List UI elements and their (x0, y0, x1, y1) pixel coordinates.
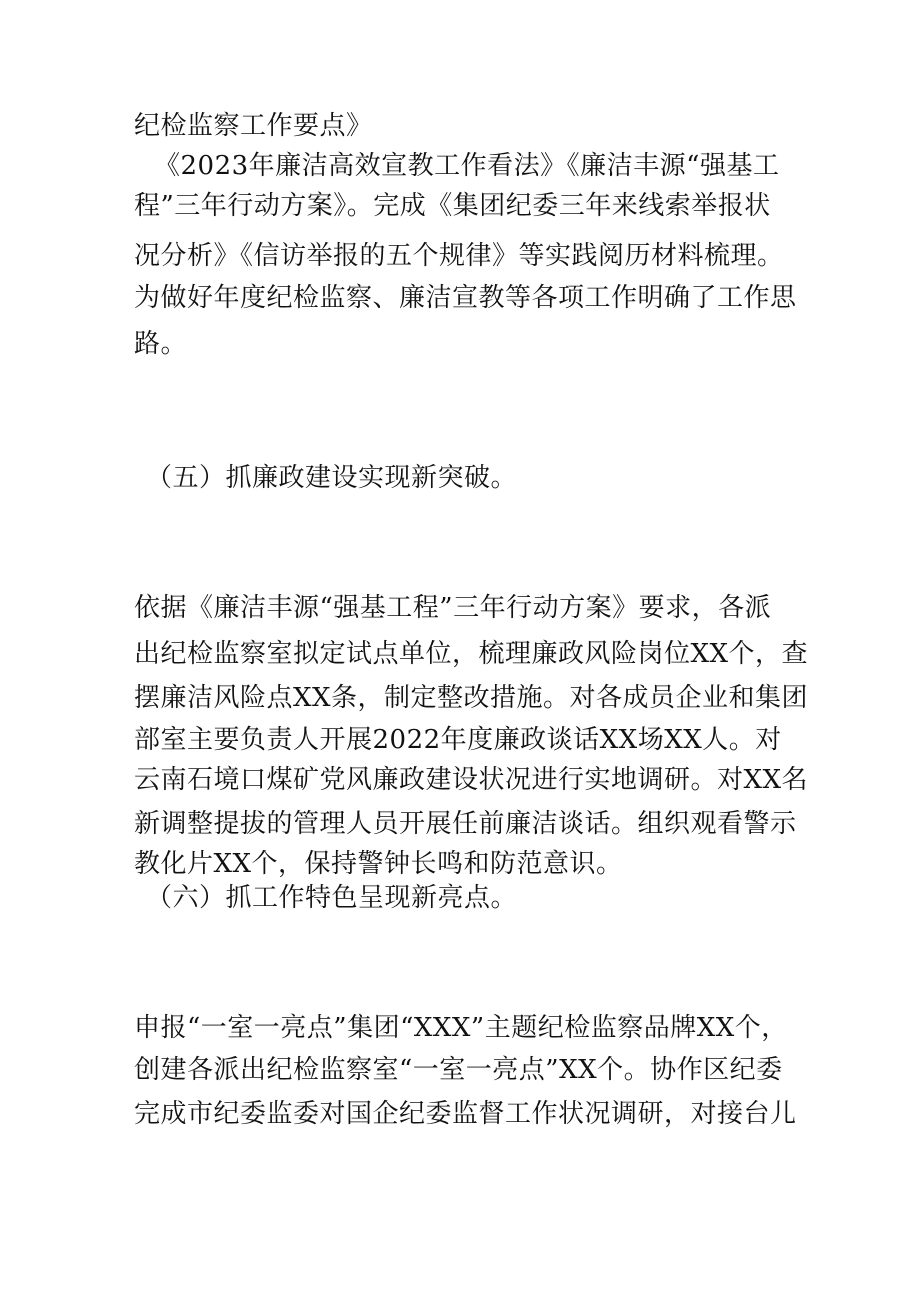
paragraph-line: 部室主要负责人开展2022年度廉政谈话XX场XX人。对 (134, 725, 782, 755)
paragraph-line: 《2023年廉洁高效宣教工作看法》《廉洁丰源“强基工 (154, 151, 780, 181)
paragraph-line: 路。 (134, 329, 188, 359)
paragraph-line: 教化片XX个，保持警钟长鸣和防范意识。 (134, 849, 623, 879)
paragraph-line: 云南石境口煤矿党风廉政建设状况进行实地调研。对XX名 (134, 765, 809, 795)
paragraph-line: 程”三年行动方案》。完成《集团纪委三年来线索举报状 (134, 191, 771, 221)
section-heading: （六）抓工作特色呈现新亮点。 (146, 883, 518, 913)
paragraph-line: 为做好年度纪检监察、廉洁宣教等各项工作明确了工作思 (134, 283, 797, 313)
paragraph-line: 创建各派出纪检监察室“一室一亮点”XX个。协作区纪委 (134, 1055, 783, 1085)
paragraph-line: 纪检监察工作要点》 (134, 111, 373, 141)
paragraph-line: 况分析》《信访举报的五个规律》等实践阅历材料梳理。 (134, 241, 784, 271)
paragraph-line: 新调整提拔的管理人员开展任前廉洁谈话。组织观看警示 (134, 809, 797, 839)
paragraph-line: 依据《廉洁丰源“强基工程”三年行动方案》要求，各派 (134, 593, 772, 623)
paragraph-line: 摆廉洁风险点XX条，制定整改措施。对各成员企业和集团 (134, 683, 809, 713)
paragraph-line: 出纪检监察室拟定试点单位，梳理廉政风险岗位XX个，查 (134, 639, 809, 669)
paragraph-line: 完成市纪委监委对国企纪委监督工作状况调研，对接台儿 (134, 1099, 797, 1129)
section-heading: （五）抓廉政建设实现新突破。 (146, 463, 518, 493)
paragraph-line: 申报“一室一亮点”集团“XXX”主题纪检监察品牌XX个， (134, 1013, 788, 1043)
